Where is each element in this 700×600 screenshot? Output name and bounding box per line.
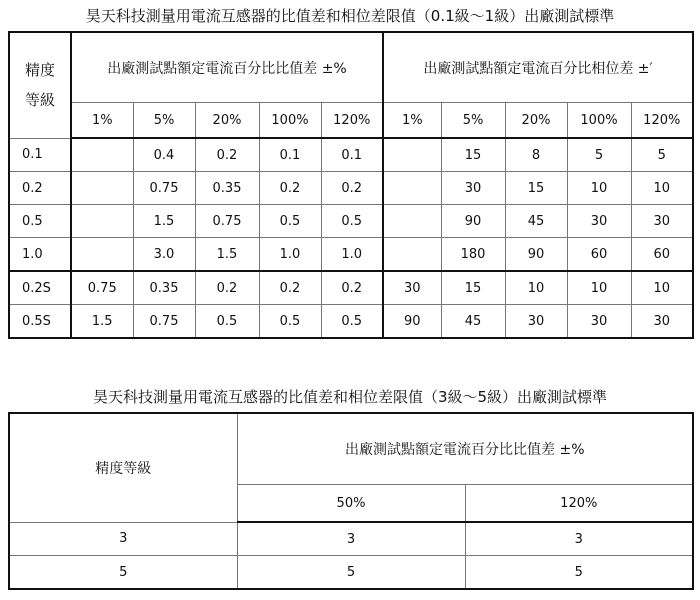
phase-cell: 10 [505,271,567,305]
ratio-cell: 0.5 [321,305,383,339]
phase-cell: 15 [441,271,505,305]
grade-cell: 0.2S [9,271,71,305]
ratio-cell: 0.4 [133,138,195,172]
ratio-error-header: 出廠測試點額定電流百分比比值差 ±% [71,32,383,103]
ratio-col-header: 5% [133,103,195,139]
phase-cell: 5 [631,138,693,172]
ratio-cell: 1.5 [195,238,259,272]
phase-cell: 45 [505,205,567,238]
ratio-cell: 0.75 [195,205,259,238]
ratio-cell: 0.5 [195,305,259,339]
phase-cell: 10 [567,271,631,305]
grade-cell: 0.5 [9,205,71,238]
table1-title: 昊天科技測量用電流互感器的比值差和相位差限值（0.1級～1級）出廠測試標準 [85,7,615,25]
phase-cell: 30 [567,205,631,238]
ratio-cell: 3 [465,522,693,556]
phase-cell: 60 [631,238,693,272]
phase-cell: 30 [567,305,631,339]
grade-cell: 0.2 [9,172,71,205]
grade-cell: 1.0 [9,238,71,272]
ratio-cell: 0.1 [259,138,321,172]
ratio-col-header: 100% [259,103,321,139]
grade-cell: 5 [9,556,237,590]
phase-col-header: 20% [505,103,567,139]
table-row [9,238,693,272]
ratio-cell: 0.1 [321,138,383,172]
ratio-table-3-5 [8,412,694,590]
grade-cell: 0.1 [9,138,71,172]
ratio-cell: 1.5 [133,205,195,238]
phase-cell: 30 [631,205,693,238]
ratio-col-header: 120% [465,485,693,523]
ratio-cell: 3.0 [133,238,195,272]
phase-col-header: 5% [441,103,505,139]
phase-cell: 30 [631,305,693,339]
ratio-cell: 0.5 [321,205,383,238]
phase-cell [383,138,441,172]
phase-cell: 180 [441,238,505,272]
phase-cell: 15 [505,172,567,205]
ratio-cell: 3 [237,522,465,556]
ratio-cell: 0.2 [259,172,321,205]
ratio-cell [71,238,133,272]
grade-cell: 0.5S [9,305,71,339]
ratio-cell: 1.0 [321,238,383,272]
phase-cell: 10 [631,271,693,305]
ratio-cell: 0.5 [259,305,321,339]
phase-cell [383,238,441,272]
ratio-cell: 0.5 [259,205,321,238]
table2-title: 昊天科技測量用電流互感器的比值差和相位差限值（3級～5級）出廠測試標準 [92,388,608,406]
ratio-cell [71,172,133,205]
phase-cell: 90 [505,238,567,272]
ratio-col-header: 50% [237,485,465,523]
ratio-cell: 0.35 [195,172,259,205]
phase-cell: 10 [567,172,631,205]
ratio-cell: 0.2 [195,271,259,305]
ratio-cell: 0.2 [321,172,383,205]
phase-col-header: 1% [383,103,441,139]
phase-cell: 60 [567,238,631,272]
ratio-col-header: 1% [71,103,133,139]
ratio-cell: 0.75 [133,305,195,339]
ratio-cell: 0.2 [195,138,259,172]
phase-cell: 8 [505,138,567,172]
phase-cell: 30 [441,172,505,205]
phase-cell: 30 [383,271,441,305]
table-row [9,522,693,556]
ratio-cell: 5 [465,556,693,590]
ratio-cell: 1.0 [259,238,321,272]
ratio-col-header: 120% [321,103,383,139]
ratio-cell [71,138,133,172]
phase-cell: 45 [441,305,505,339]
phase-cell: 90 [383,305,441,339]
ratio-error-header: 出廠測試點額定電流百分比比值差 ±% [237,413,693,485]
phase-cell [383,172,441,205]
grade-header: 精度等級 [9,413,237,522]
phase-cell: 10 [631,172,693,205]
grade-header: 精度等級 [9,32,71,138]
ratio-cell: 5 [237,556,465,590]
phase-col-header: 120% [631,103,693,139]
table-row [9,205,693,238]
ratio-cell: 0.2 [259,271,321,305]
phase-cell: 5 [567,138,631,172]
grade-cell: 3 [9,522,237,556]
ratio-col-header: 20% [195,103,259,139]
table-row [9,305,693,339]
ratio-cell: 0.75 [71,271,133,305]
ratio-cell: 0.35 [133,271,195,305]
phase-error-header: 出廠測試點額定電流百分比相位差 ±′ [383,32,693,103]
ratio-cell: 0.75 [133,172,195,205]
ratio-phase-table-0.1-1 [8,31,694,339]
table-row [9,271,693,305]
phase-col-header: 100% [567,103,631,139]
table-row [9,138,693,172]
ratio-cell: 1.5 [71,305,133,339]
ratio-cell [71,205,133,238]
table-row [9,556,693,590]
ratio-cell: 0.2 [321,271,383,305]
phase-cell [383,205,441,238]
table-row [9,172,693,205]
phase-cell: 90 [441,205,505,238]
phase-cell: 15 [441,138,505,172]
phase-cell: 30 [505,305,567,339]
